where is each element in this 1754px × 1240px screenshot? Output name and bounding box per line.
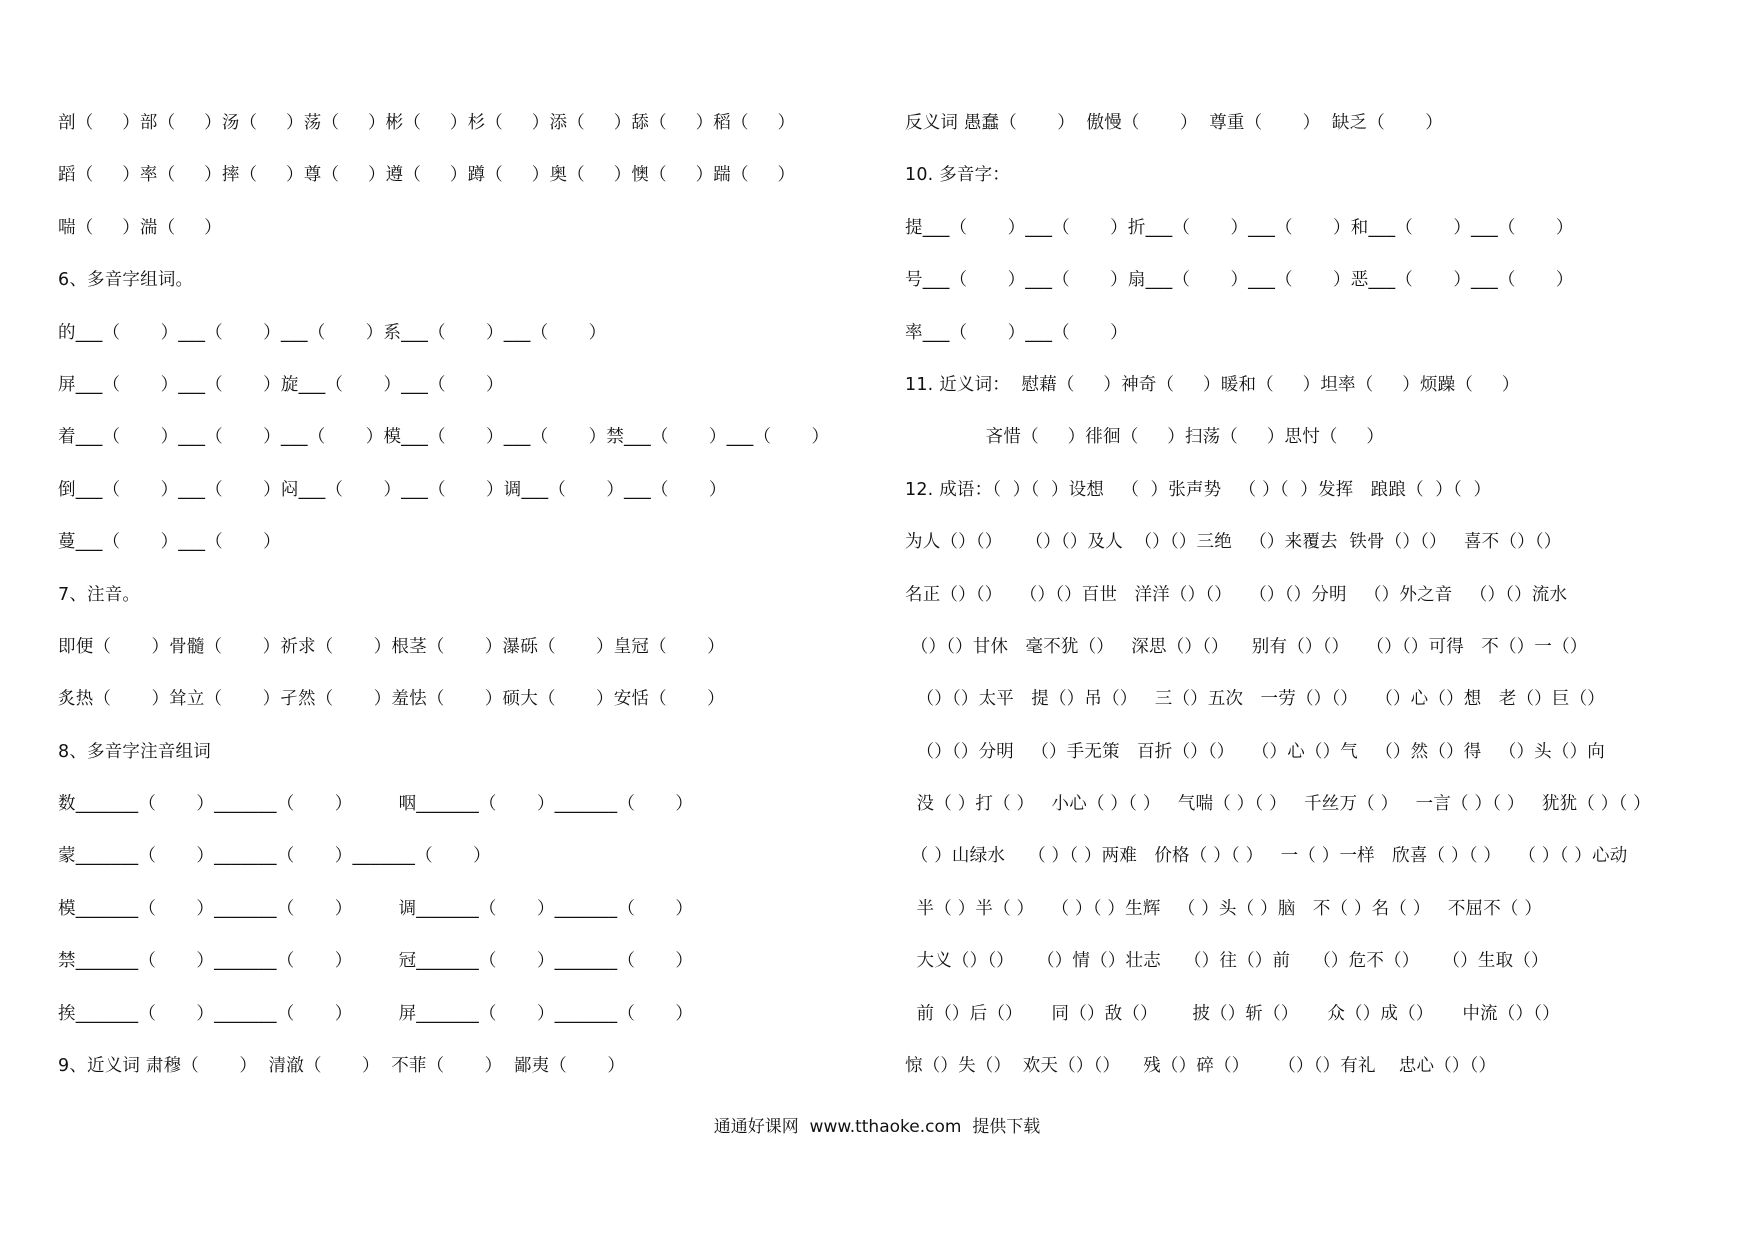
exercise-line: （）（）分明 （）手无策 百折（）（） （）心（）气 （）然（）得 （）头（）向 xyxy=(905,741,1605,762)
exercise-line: 号___（ ）___（ ）扇___（ ）___（ ）恶___（ ）___（ ） xyxy=(905,270,1574,291)
left-column xyxy=(58,97,878,1092)
exercise-line: 的___（ ）___（ ）___（ ）系___（ ）___（ ） xyxy=(58,322,607,343)
exercise-line: 着___（ ）___（ ）___（ ）模___（ ）___（ ）禁___（ ）___（ ） xyxy=(58,427,830,448)
exercise-line: 前（）后（） 同（）敌（） 披（）斩（） 众（）成（） 中流（）（） xyxy=(905,1003,1560,1024)
exercise-line: 吝惜（ ）徘徊（ ）扫荡（ ）思忖（ ） xyxy=(905,427,1385,448)
exercise-line: 蒙_______（ ）_______（ ）_______（ ） xyxy=(58,846,491,867)
exercise-line: 7、注音。 xyxy=(58,584,141,605)
footer-text: 通通好课网 www.tthaoke.com 提供下载 xyxy=(713,1117,1041,1137)
exercise-line: 即便（ ）骨髓（ ）祈求（ ）根茎（ ）瀑砾（ ）皇冠（ ） xyxy=(58,636,725,657)
exercise-line: 10. 多音字： xyxy=(905,165,1010,186)
exercise-line: 为人（）（） （）（）及人 （）（）三绝 （）来覆去 铁骨（）（） 喜不（）（） xyxy=(905,532,1562,553)
exercise-line: 12. 成语：（ ）（ ）设想 （ ）张声势 （ ）（ ）发挥 踉踉（ ）（ ） xyxy=(905,479,1492,500)
exercise-line: 名正（）（） （）（）百世 洋洋（）（） （）（）分明 （）外之音 （）（）流水 xyxy=(905,584,1568,605)
exercise-line: 8、多音字注音组词 xyxy=(58,741,211,762)
exercise-line: 惊（）失（） 欢天（）（） 残（）碎（） （）（）有礼 忠心（）（） xyxy=(905,1056,1497,1077)
exercise-line: 率___（ ）___（ ） xyxy=(905,322,1128,343)
exercise-line: （）（）太平 提（）吊（） 三（）五次 一劳（）（） （）心（）想 老（）巨（） xyxy=(905,689,1605,710)
exercise-line: 数_______（ ）_______（ ） 咽_______（ ）_______（ ） xyxy=(58,794,694,815)
exercise-line: 蹈（ ）率（ ）摔（ ）尊（ ）遵（ ）蹲（ ）奥（ ）懊（ ）踹（ ） xyxy=(58,165,796,186)
exercise-line: 蔓___（ ）___（ ） xyxy=(58,532,281,553)
exercise-line: 大义（）（） （）情（）壮志 （）往（）前 （）危不（） （）生取（） xyxy=(905,951,1549,972)
exercise-line: 剖（ ）部（ ）汤（ ）荡（ ）彬（ ）杉（ ）添（ ）舔（ ）稻（ ） xyxy=(58,113,796,133)
exercise-line: （ ）山绿水 （ ）（ ）两难 价格（ ）（ ） 一（ ）一样 欣喜（ ）（ ） （ ）（ ）心动 xyxy=(905,846,1628,867)
exercise-line: 屏___（ ）___（ ）旋___（ ）___（ ） xyxy=(58,374,504,395)
exercise-line: 模_______（ ）_______（ ） 调_______（ ）_______（ ） xyxy=(58,898,694,919)
exercise-line: 没（ ）打（ ） 小心（ ）（ ） 气喘（ ）（ ） 千丝万（ ） 一言（ ）（ ） 犹犹（ ）（ ） xyxy=(905,794,1651,815)
exercise-line: 倒___（ ）___（ ）闷___（ ）___（ ）调___（ ）___（ ） xyxy=(58,479,727,500)
exercise-line: 提___（ ）___（ ）折___（ ）___（ ）和___（ ）___（ ） xyxy=(905,217,1574,238)
exercise-line: 6、多音字组词。 xyxy=(58,270,194,291)
exercise-line: （）（）甘休 毫不犹（） 深思（）（） 别有（）（） （）（）可得 不（）一（） xyxy=(905,636,1588,657)
exercise-line: 反义词 愚蠢（ ） 傲慢（ ） 尊重（ ） 缺乏（ ） xyxy=(905,113,1443,133)
right-column xyxy=(905,97,1705,1092)
exercise-line: 挨_______（ ）_______（ ） 屏_______（ ）_______（ ） xyxy=(58,1003,694,1024)
exercise-line: 喘（ ）湍（ ） xyxy=(58,217,222,238)
exercise-line: 炙热（ ）耸立（ ）孑然（ ）羞怯（ ）硕大（ ）安恬（ ） xyxy=(58,689,725,710)
exercise-line: 9、近义词 肃穆（ ） 清澈（ ） 不菲（ ） 鄙夷（ ） xyxy=(58,1056,626,1077)
exercise-line: 半（ ）半（ ） （ ）（ ）生辉 （ ）头（ ）脑 不（ ）名（ ） 不屈不（ ） xyxy=(905,898,1543,919)
exercise-line: 禁_______（ ）_______（ ） 冠_______（ ）_______（ ） xyxy=(58,951,694,972)
exercise-line: 11. 近义词： 慰藉（ ）神奇（ ）暖和（ ）坦率（ ）烦躁（ ） xyxy=(905,374,1520,395)
